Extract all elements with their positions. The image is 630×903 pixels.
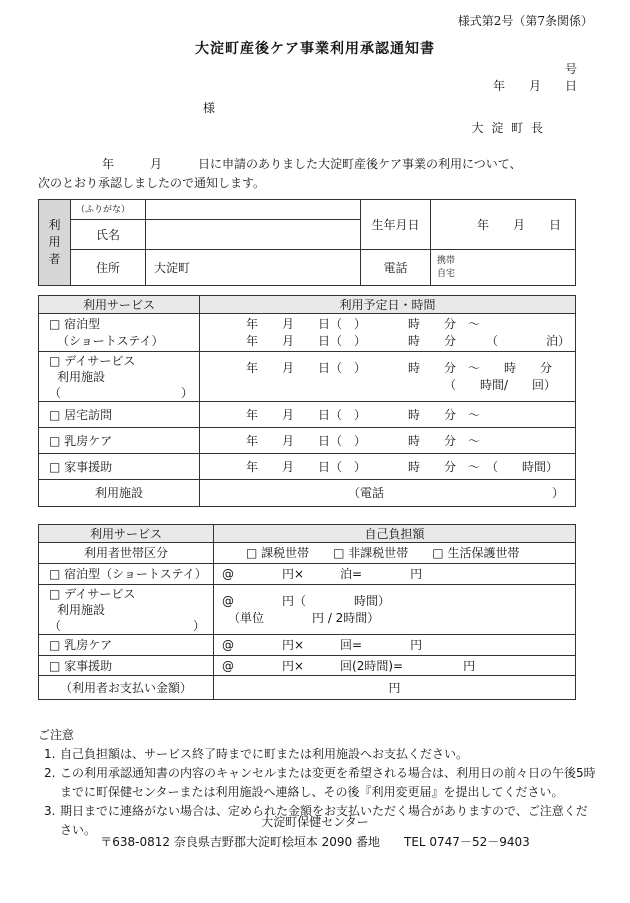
health-center-name: 大淀町保健センター — [261, 815, 369, 829]
service-cell-stay — [39, 314, 200, 352]
service-stay-label: □ 宿泊型 — [49, 316, 101, 331]
facility-row-label: 利用施設 — [39, 480, 200, 507]
cost-table — [38, 524, 576, 700]
addressee-suffix: 様 — [203, 101, 216, 115]
cost-service-housework: □ 家事援助 — [39, 656, 214, 676]
service-cell-housework — [39, 454, 200, 480]
service-cell-breastcare — [39, 428, 200, 454]
cost-header-amount: 自己負担額 — [214, 525, 576, 543]
household-category-options: □ 課税世帯 □ 非課税世帯 □ 生活保護世帯 — [214, 543, 576, 564]
note-number: 2. — [44, 766, 56, 780]
cost-amount-housework: @ 円× 回(2時間)= 円 — [214, 656, 576, 676]
facility-sublabel: 利用施設 — [57, 369, 106, 384]
address-field: 大淀町 — [146, 250, 361, 286]
service-dayservice-label: □ デイサービス — [49, 353, 136, 368]
facility-blank: （ ） — [49, 385, 194, 400]
issuer-name: 大 淀 町 長 — [471, 121, 545, 135]
phone-home-label: 自宅 — [437, 268, 456, 279]
household-category-label: 利用者世帯区分 — [39, 543, 214, 564]
time-line: 年 月 日（ ） 時 分 ～ — [210, 407, 481, 422]
service-cell-dayservice — [39, 352, 200, 402]
service-cell-homevisit — [39, 402, 200, 428]
time-cell-homevisit — [200, 402, 576, 428]
phone-mobile-label: 携帯 — [437, 255, 456, 266]
service-housework-label: □ 家事援助 — [49, 459, 113, 474]
phone-field — [431, 250, 576, 286]
address-label: 住所 — [71, 250, 146, 286]
service-breastcare-label: □ 乳房ケア — [49, 433, 113, 448]
birthdate-label: 生年月日 — [361, 200, 431, 250]
issue-date-line: 年 月 日 — [492, 79, 577, 93]
applicant-group-label: 利用者 — [39, 200, 71, 286]
note-number: 1. — [44, 747, 56, 761]
service-homevisit-label: □ 居宅訪問 — [49, 407, 113, 422]
footer — [0, 812, 630, 852]
schedule-table — [38, 295, 576, 507]
schedule-header-datetime: 利用予定日・時間 — [200, 296, 576, 314]
phone-label: 電話 — [361, 250, 431, 286]
note-number: 3. — [44, 804, 56, 818]
name-field — [146, 220, 361, 250]
cost-service-stay: □ 宿泊型（ショートステイ） — [39, 564, 214, 585]
amount-line: @ 円（ 時間） — [222, 593, 391, 608]
cost-dayservice-label: □ デイサービス — [49, 586, 136, 601]
time-cell-breastcare — [200, 428, 576, 454]
cost-service-breastcare: □ 乳房ケア — [39, 635, 214, 656]
body-line-2: 次のとおり承認しましたので通知します。 — [38, 176, 266, 190]
time-cell-stay — [200, 314, 576, 352]
note-text: 期日までに連絡がない場合は、定められた金額をお支払いただく場合がありますので、ご注意ください。 — [60, 804, 588, 837]
total-payment-field: 円 — [214, 676, 576, 700]
body-line-1: 年 月 日に申請のありました大淀町産後ケア事業の利用について、 — [102, 157, 522, 171]
schedule-header-service: 利用サービス — [39, 296, 200, 314]
time-cell-housework — [200, 454, 576, 480]
cost-header-service: 利用サービス — [39, 525, 214, 543]
body-paragraph — [38, 155, 594, 193]
health-center-address: 〒638-0812 奈良県吉野郡大淀町桧垣本 2090 番地 TEL 0747－52－9403 — [100, 835, 530, 849]
cost-amount-stay: @ 円× 泊= 円 — [214, 564, 576, 585]
cost-facility-sublabel: 利用施設 — [57, 602, 106, 617]
furigana-label: （ふりがな） — [71, 200, 146, 220]
facility-phone-field: （電話 ） — [200, 480, 576, 507]
form-number: 様式第2号（第7条関係） — [457, 14, 593, 28]
page-title: 大淀町産後ケア事業利用承認通知書 — [195, 41, 435, 57]
time-line: （ 時間/ 回） — [210, 377, 557, 392]
note-text: 自己負担額は、サービス終了時までに町または利用施設へお支払ください。 — [60, 747, 469, 761]
notes-heading: ご注意 — [38, 728, 75, 742]
cost-service-dayservice — [39, 585, 214, 635]
name-label: 氏名 — [71, 220, 146, 250]
note-item-1 — [38, 745, 598, 764]
note-item-2 — [38, 764, 598, 802]
doc-number-line: 号 — [564, 62, 577, 76]
time-line: 年 月 日（ ） 時 分 （ 泊） — [210, 333, 571, 348]
time-line: 年 月 日（ ） 時 分 ～ — [210, 433, 481, 448]
time-line: 年 月 日（ ） 時 分 ～ 時 分 — [210, 360, 553, 375]
time-cell-dayservice — [200, 352, 576, 402]
cost-amount-breastcare: @ 円× 回= 円 — [214, 635, 576, 656]
cost-amount-dayservice — [214, 585, 576, 635]
amount-line: （単位 円 / 2時間） — [222, 610, 380, 625]
furigana-field — [146, 200, 361, 220]
birthdate-field: 年 月 日 — [431, 200, 576, 250]
cost-facility-blank: （ ） — [49, 618, 206, 633]
note-text: この利用承認通知書の内容のキャンセルまたは変更を希望される場合は、利用日の前々日の午後5時までに町保健センターまたは利用施設へ連絡し、その後『利用変更届』を提出してください。 — [60, 766, 596, 799]
time-line: 年 月 日（ ） 時 分 ～ — [210, 316, 481, 331]
time-line: 年 月 日（ ） 時 分 ～ （ 時間） — [210, 459, 559, 474]
service-stay-sublabel: （ショートステイ） — [57, 333, 164, 348]
applicant-table — [38, 199, 576, 286]
total-payment-label: （利用者お支払い金額） — [39, 676, 214, 700]
